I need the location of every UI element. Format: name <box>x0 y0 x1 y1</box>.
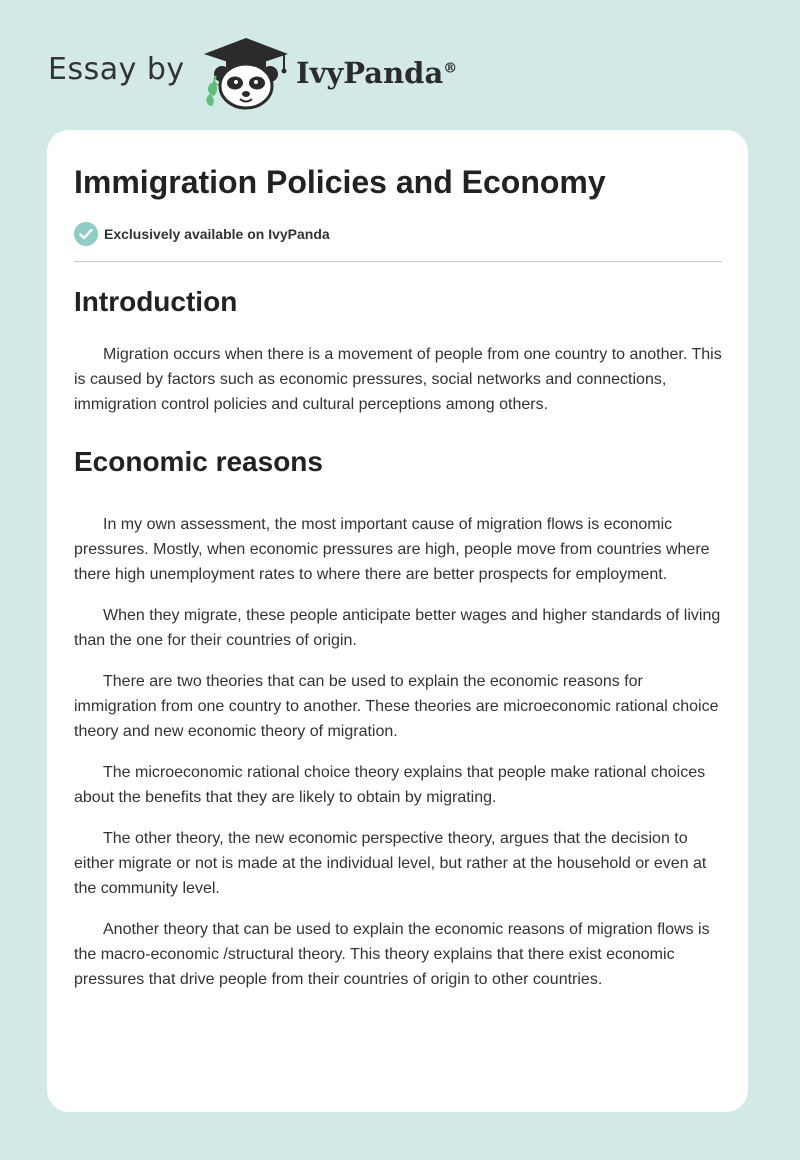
badge-label: Exclusively available on IvyPanda <box>104 226 330 242</box>
section-heading-economic-reasons: Economic reasons <box>74 446 323 477</box>
page-title: Immigration Policies and Economy <box>74 164 606 200</box>
paragraph: There are two theories that can be used to explain the economic reasons for immigration from one country to another. These theories are microeconomic rational choice theory and new economic theory of migration. <box>74 673 719 740</box>
exclusive-badge <box>74 222 330 246</box>
paragraph: The other theory, the new economic perspective theory, argues that the decision to either migrate or not is made at the individual level, but rather at the household or even at the community level. <box>74 830 707 897</box>
paragraph: When they migrate, these people anticipate better wages and higher standards of living than the one for their countries of origin. <box>74 607 721 649</box>
site-header <box>0 0 800 130</box>
essay-by-label: Essay by <box>48 52 185 87</box>
brand-name[interactable]: IvyPanda® <box>296 56 458 90</box>
check-circle-icon <box>74 222 98 246</box>
registered-mark: ® <box>443 60 458 77</box>
ivypanda-logo-icon[interactable] <box>200 36 292 110</box>
essay-card <box>47 130 748 1112</box>
paragraph: In my own assessment, the most important cause of migration flows is economic pressures. Mostly, when economic pressures are high, people move from countries where there high unemployment rates to where there are better prospects for employment. <box>74 516 710 583</box>
essay-body <box>74 280 722 992</box>
paragraph: The microeconomic rational choice theory explains that people make rational choices about the benefits that they are likely to obtain by migrating. <box>74 764 706 806</box>
section-heading-introduction: Introduction <box>74 286 238 317</box>
paragraph: Another theory that can be used to explain the economic reasons of migration flows is the macro-economic /structural theory. This theory explains that there exist economic pressures that drive people from their countries of origin to other countries. <box>74 921 710 988</box>
paragraph: Migration occurs when there is a movement of people from one country to another. This is caused by factors such as economic pressures, social networks and connections, immigration control policies and cultural perceptions among others. <box>74 346 722 413</box>
title-divider <box>74 261 722 262</box>
